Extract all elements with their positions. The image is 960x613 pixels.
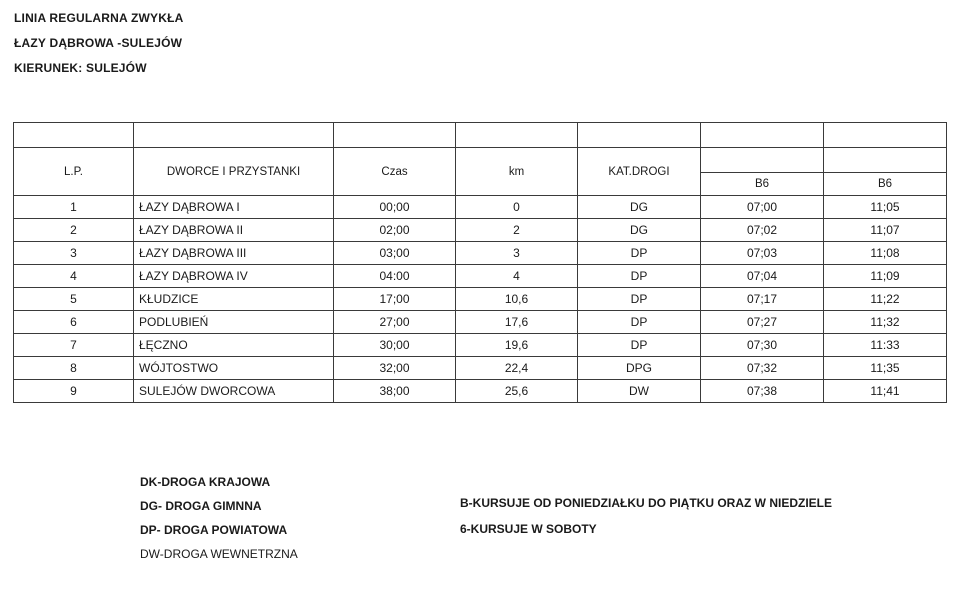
cell-time-1: 07;32 <box>701 357 824 380</box>
cell-time-2: 11;09 <box>824 265 947 288</box>
table-body <box>14 196 947 403</box>
cell-kat: DW <box>578 380 701 403</box>
cell-stop: ŁĘCZNO <box>134 334 334 357</box>
cell-kat: DPG <box>578 357 701 380</box>
cell-km: 10,6 <box>456 288 578 311</box>
line-type-title: LINIA REGULARNA ZWYKŁA <box>14 11 184 25</box>
cell-stop: ŁAZY DĄBROWA III <box>134 242 334 265</box>
cell-km: 2 <box>456 219 578 242</box>
cell-time-2: 11;07 <box>824 219 947 242</box>
cell-czas: 30;00 <box>334 334 456 357</box>
cell-stop: ŁAZY DĄBROWA IV <box>134 265 334 288</box>
table-header-row <box>14 148 947 173</box>
legend-b: B-KURSUJE OD PONIEDZIAŁKU DO PIĄTKU ORAZ W NIEDZIELE <box>460 496 833 510</box>
cell-czas: 02;00 <box>334 219 456 242</box>
table-row <box>14 265 947 288</box>
cell-km: 4 <box>456 265 578 288</box>
header-course-1: B6 <box>701 173 824 196</box>
cell-czas: 32;00 <box>334 357 456 380</box>
cell-time-2: 11;41 <box>824 380 947 403</box>
cell-km: 0 <box>456 196 578 219</box>
table-row <box>14 242 947 265</box>
table-row <box>14 357 947 380</box>
cell-lp: 4 <box>14 265 134 288</box>
header-lp: L.P. <box>14 148 134 196</box>
cell-kat: DP <box>578 334 701 357</box>
header-empty-cell <box>824 148 947 173</box>
cell-time-1: 07;38 <box>701 380 824 403</box>
table-row <box>14 380 947 403</box>
cell-czas: 27;00 <box>334 311 456 334</box>
header-km: km <box>456 148 578 196</box>
header-kat: KAT.DROGI <box>578 148 701 196</box>
road-category-legend <box>140 470 298 566</box>
cell-czas: 03;00 <box>334 242 456 265</box>
cell-lp: 6 <box>14 311 134 334</box>
cell-kat: DP <box>578 242 701 265</box>
cell-time-1: 07;00 <box>701 196 824 219</box>
legend-dw: DW-DROGA WEWNETRZNA <box>140 547 298 561</box>
cell-stop: SULEJÓW DWORCOWA <box>134 380 334 403</box>
table-blank-row <box>14 123 947 148</box>
cell-time-2: 11;35 <box>824 357 947 380</box>
legend-dk: DK-DROGA KRAJOWA <box>140 475 271 489</box>
header-course-2: B6 <box>824 173 947 196</box>
table-row <box>14 334 947 357</box>
cell-stop: WÓJTOSTWO <box>134 357 334 380</box>
cell-lp: 1 <box>14 196 134 219</box>
cell-czas: 04:00 <box>334 265 456 288</box>
cell-time-2: 11;05 <box>824 196 947 219</box>
cell-kat: DP <box>578 265 701 288</box>
legend-dp: DP- DROGA POWIATOWA <box>140 523 288 537</box>
cell-time-1: 07;04 <box>701 265 824 288</box>
cell-czas: 00;00 <box>334 196 456 219</box>
cell-time-1: 07;30 <box>701 334 824 357</box>
cell-km: 19,6 <box>456 334 578 357</box>
cell-stop: KŁUDZICE <box>134 288 334 311</box>
cell-time-2: 11;08 <box>824 242 947 265</box>
cell-lp: 7 <box>14 334 134 357</box>
cell-km: 25,6 <box>456 380 578 403</box>
direction-label: KIERUNEK: SULEJÓW <box>14 61 147 75</box>
legend-six: 6-KURSUJE W SOBOTY <box>460 522 597 536</box>
cell-stop: ŁAZY DĄBROWA II <box>134 219 334 242</box>
document-header <box>14 6 184 81</box>
cell-time-2: 11;22 <box>824 288 947 311</box>
legend-dg: DG- DROGA GIMNNA <box>140 499 262 513</box>
cell-kat: DG <box>578 219 701 242</box>
cell-lp: 5 <box>14 288 134 311</box>
cell-kat: DG <box>578 196 701 219</box>
header-empty-cell <box>701 148 824 173</box>
cell-km: 3 <box>456 242 578 265</box>
table-row <box>14 288 947 311</box>
cell-km: 22,4 <box>456 357 578 380</box>
cell-lp: 2 <box>14 219 134 242</box>
cell-stop: PODLUBIEŃ <box>134 311 334 334</box>
header-stops: DWORCE I PRZYSTANKI <box>134 148 334 196</box>
cell-lp: 3 <box>14 242 134 265</box>
cell-czas: 17;00 <box>334 288 456 311</box>
cell-lp: 9 <box>14 380 134 403</box>
cell-czas: 38;00 <box>334 380 456 403</box>
cell-stop: ŁAZY DĄBROWA I <box>134 196 334 219</box>
cell-time-1: 07;27 <box>701 311 824 334</box>
cell-kat: DP <box>578 288 701 311</box>
cell-kat: DP <box>578 311 701 334</box>
cell-lp: 8 <box>14 357 134 380</box>
cell-km: 17,6 <box>456 311 578 334</box>
timetable <box>13 122 947 403</box>
table-row <box>14 196 947 219</box>
route-name: ŁAZY DĄBROWA -SULEJÓW <box>14 36 183 50</box>
header-czas: Czas <box>334 148 456 196</box>
cell-time-1: 07;03 <box>701 242 824 265</box>
table-row <box>14 219 947 242</box>
cell-time-1: 07;02 <box>701 219 824 242</box>
table-row <box>14 311 947 334</box>
cell-time-2: 11:33 <box>824 334 947 357</box>
course-legend <box>460 490 832 542</box>
cell-time-1: 07;17 <box>701 288 824 311</box>
cell-time-2: 11;32 <box>824 311 947 334</box>
